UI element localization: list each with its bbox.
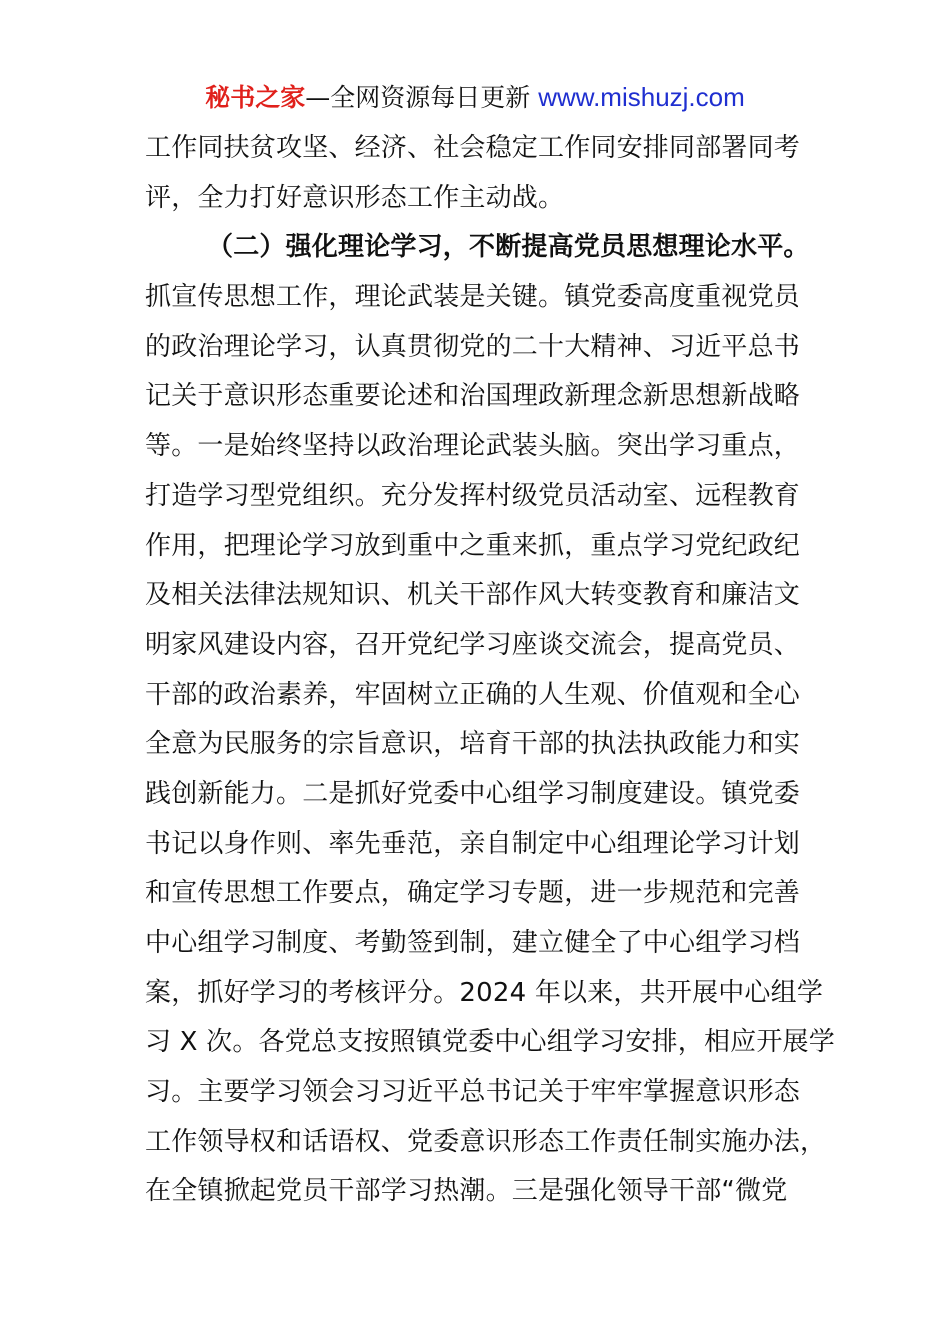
text-line: 的政治理论学习，认真贯彻党的二十大精神、习近平总书 <box>145 331 801 362</box>
text-line: 习。主要学习领会习习近平总书记关于牢牢掌握意识形态 <box>145 1077 801 1108</box>
text-line: 记关于意识形态重要论述和治国理政新理念新思想新战略 <box>145 381 801 412</box>
text-line: 及相关法律法规知识、机关干部作风大转变教育和廉洁文 <box>145 580 801 611</box>
document-body <box>145 124 835 1217</box>
watermark-header <box>0 80 950 115</box>
text-line: 工作领导权和话语权、党委意识形态工作责任制实施办法， <box>145 1126 827 1157</box>
text-line: 干部的政治素养，牢固树立正确的人生观、价值观和全心 <box>145 679 801 710</box>
text-line: 习 X 次。各党总支按照镇党委中心组学习安排，相应开展学 <box>145 1027 835 1058</box>
text-line: 打造学习型党组织。充分发挥村级党员活动室、远程教育 <box>145 480 801 511</box>
text-line: 评，全力打好意识形态工作主动战。 <box>145 182 565 213</box>
text-line: 工作同扶贫攻坚、经济、社会稳定工作同安排同部署同考 <box>145 133 801 163</box>
text-line: 在全镇掀起党员干部学习热潮。三是强化领导干部“微党 <box>145 1176 788 1207</box>
brand-name: 秘书之家 <box>205 83 306 112</box>
text-line: 书记以身作则、率先垂范，亲自制定中心组理论学习计划 <box>145 828 801 859</box>
section-heading: （二）强化理论学习，不断提高党员思想理论水平。 <box>207 232 810 263</box>
header-tagline: —全网资源每日更新 <box>305 83 531 112</box>
text-line: 中心组学习制度、考勤签到制，建立健全了中心组学习档 <box>145 928 801 958</box>
site-url-link[interactable]: www.mishuzj.com <box>538 82 745 112</box>
text-line: 案，抓好学习的考核评分。2024 年以来，共开展中心组学 <box>145 977 824 1008</box>
text-line: 作用，把理论学习放到重中之重来抓，重点学习党纪政纪 <box>145 530 801 561</box>
text-line: 践创新能力。二是抓好党委中心组学习制度建设。镇党委 <box>145 778 801 809</box>
text-line: 和宣传思想工作要点，确定学习专题，进一步规范和完善 <box>145 878 801 909</box>
text-line: 等。一是始终坚持以政治理论武装头脑。突出学习重点， <box>145 431 801 462</box>
text-line: 明家风建设内容，召开党纪学习座谈交流会，提高党员、 <box>145 629 801 660</box>
text-line: 抓宣传思想工作，理论武装是关键。镇党委高度重视党员 <box>145 282 801 313</box>
text-line: 全意为民服务的宗旨意识，培育干部的执法执政能力和实 <box>145 729 801 760</box>
